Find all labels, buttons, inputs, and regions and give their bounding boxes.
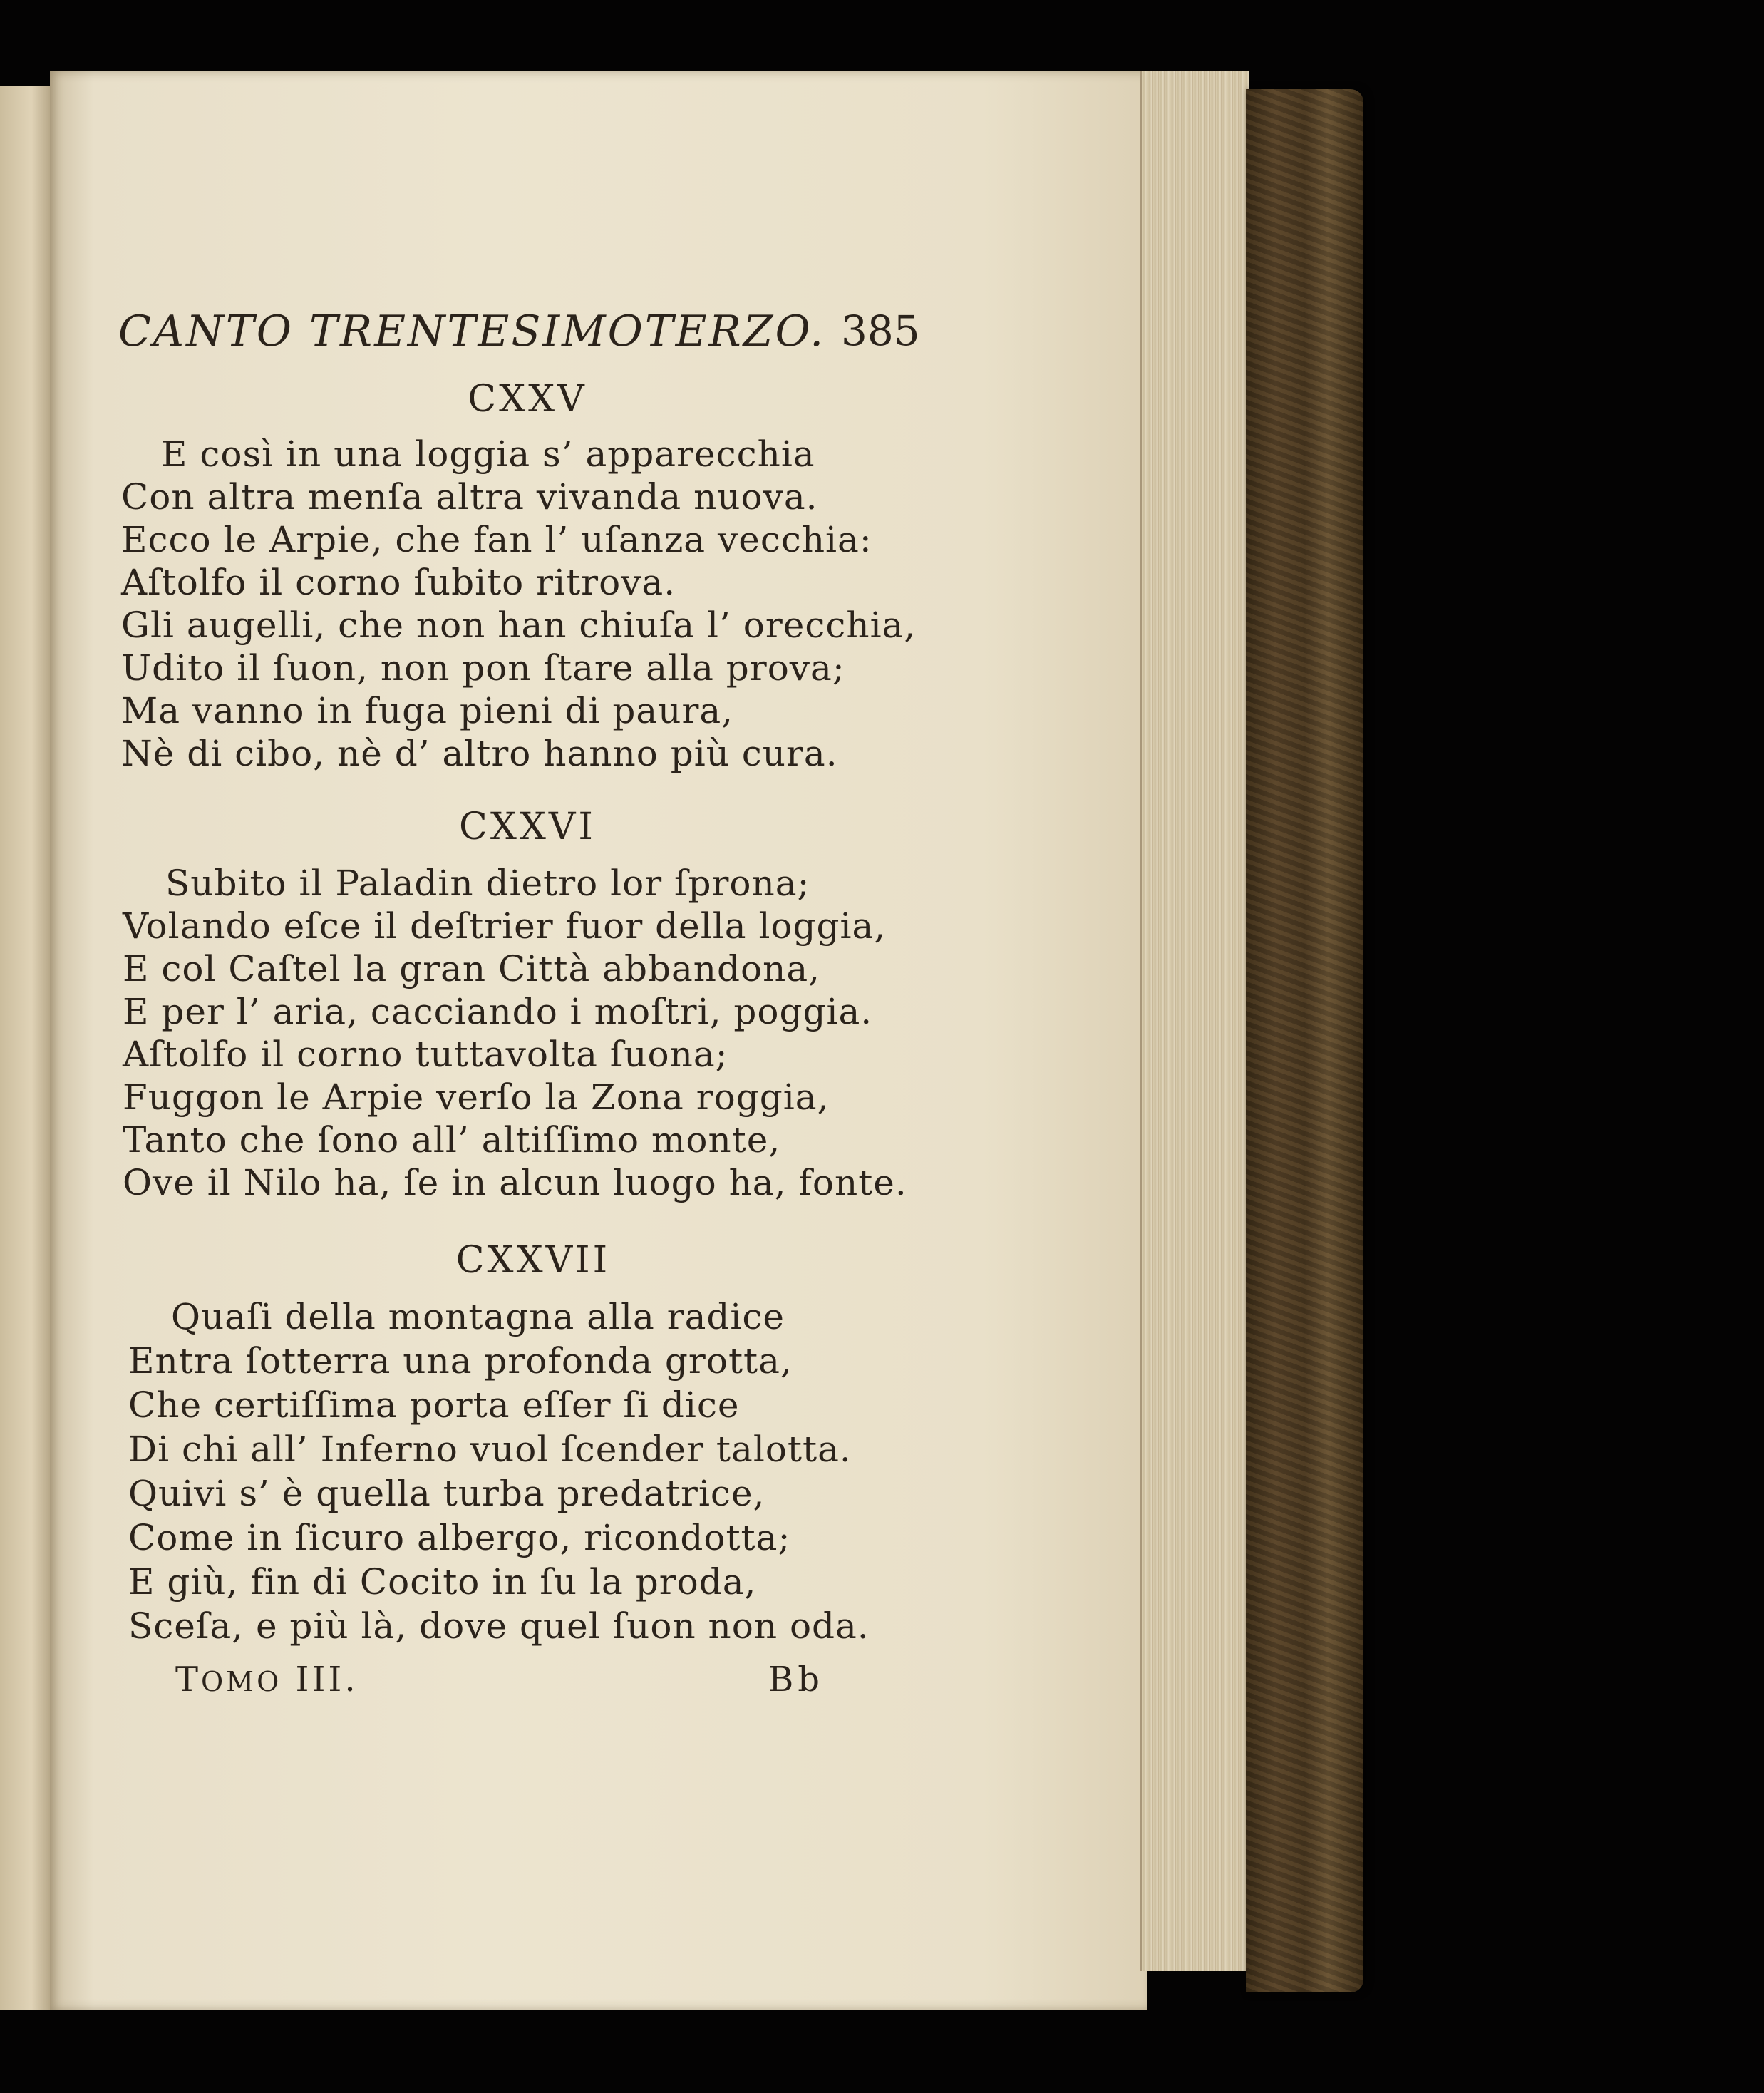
verse-line: Quaſi della montagna alla radice xyxy=(171,1296,785,1337)
verse-line: E così in una loggia s’ apparecchia xyxy=(161,433,815,475)
verse-line: Quivi s’ è quella turba predatrice, xyxy=(128,1473,765,1514)
verse-line: Volando eſce il deſtrier fuor della loggia, xyxy=(123,905,887,947)
verse-line: Di chi all’ Inferno vuol ſcender talotta. xyxy=(128,1429,852,1470)
verse-line: Gli augelli, che non han chiuſa l’ orecchia, xyxy=(121,605,917,646)
verse-line: E giù, fin di Cocito in ſu la proda, xyxy=(128,1561,757,1603)
verse-line: Ma vanno in fuga pieni di paura, xyxy=(121,690,734,731)
page-fore-edge xyxy=(1140,71,1249,1971)
verse-line: Udito il ſuon, non pon ſtare alla prova; xyxy=(121,647,845,689)
stanza-numeral: CXXV xyxy=(468,378,587,421)
page-number: 385 xyxy=(841,307,920,355)
verse-line: Aſtolfo il corno tuttavolta ſuona; xyxy=(123,1034,728,1075)
verse-line: Aſtolfo il corno ſubito ritrova. xyxy=(121,562,676,603)
verse-line: Subito il Paladin dietro lor ſprona; xyxy=(165,863,810,904)
volume-number: III. xyxy=(295,1660,359,1699)
verse-line: Che certiſſima porta eſſer ſi dice xyxy=(128,1384,740,1426)
verse-line: Sceſa, e più là, dove quel ſuon non oda. xyxy=(128,1605,870,1647)
stanza-numeral: CXXVII xyxy=(455,1239,611,1282)
verse-line: Fuggon le Arpie verſo la Zona roggia, xyxy=(123,1076,830,1118)
verse-line: Ove il Nilo ha, ſe in alcun luogo ha, fonte. xyxy=(123,1162,907,1203)
volume-label xyxy=(175,1660,359,1699)
verse-line: Con altra menſa altra vivanda nuova. xyxy=(121,476,818,518)
running-title: CANTO TRENTESIMOTERZO. xyxy=(118,307,826,356)
volume-word: OMO xyxy=(201,1666,282,1697)
leather-cover xyxy=(1246,89,1363,1992)
signature-mark: Bb xyxy=(768,1660,824,1699)
verse-line: E col Caſtel la gran Città abbandona, xyxy=(123,948,821,989)
volume-initial: T xyxy=(175,1660,202,1699)
verse-line: Entra ſotterra una profonda grotta, xyxy=(128,1340,793,1382)
verse-line: E per l’ aria, cacciando i moſtri, poggia. xyxy=(123,991,873,1032)
stanza-numeral: CXXVI xyxy=(459,806,596,848)
verse-line: Come in ſicuro albergo, ricondotta; xyxy=(128,1517,791,1558)
verse-line: Tanto che ſono all’ altiſſimo monte, xyxy=(123,1119,781,1161)
verse-line: Nè di cibo, nè d’ altro hanno più cura. xyxy=(121,733,838,774)
verse-line: Ecco le Arpie, che fan l’ uſanza vecchia: xyxy=(121,519,872,560)
